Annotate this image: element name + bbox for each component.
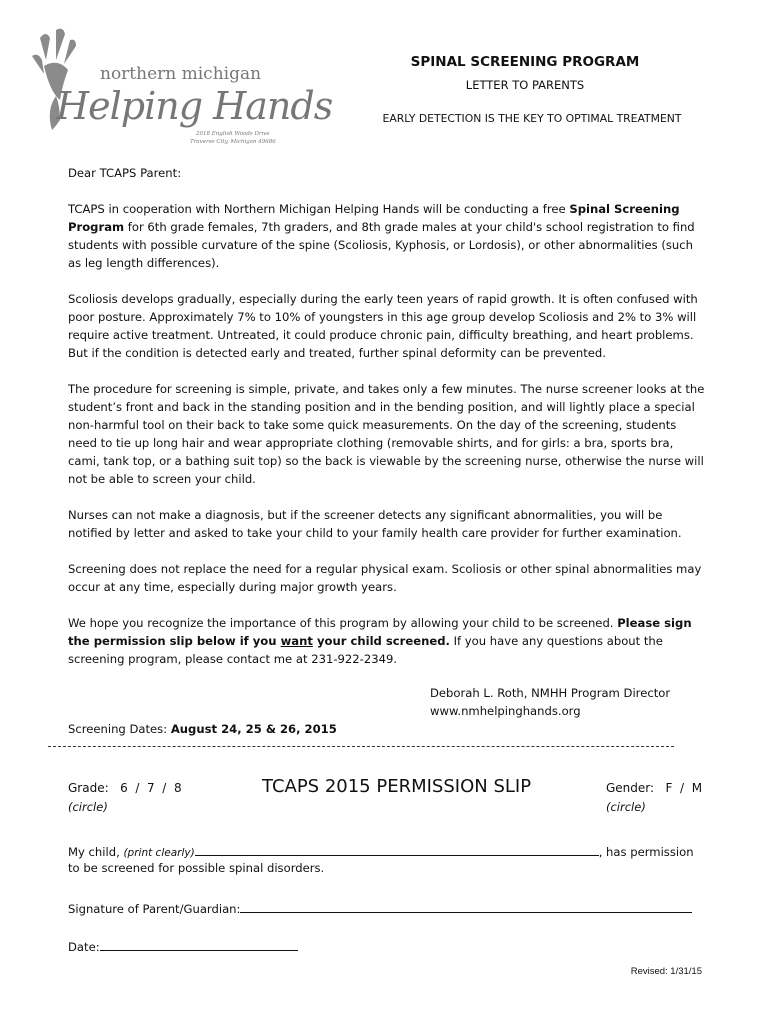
- slip-title: TCAPS 2015 PERMISSION SLIP: [262, 776, 532, 797]
- child-suffix: , has permission: [598, 845, 694, 859]
- dates-value: August 24, 25 & 26, 2015: [170, 722, 337, 736]
- dates-label: Screening Dates:: [68, 722, 171, 736]
- logo-line1: northern michigan: [100, 64, 262, 84]
- signature-field: [68, 900, 692, 916]
- revised-date: Revised: 1/31/15: [630, 966, 702, 977]
- signer-name: Deborah L. Roth, NMHH Program Director: [430, 686, 671, 700]
- grade-label: Grade:: [68, 781, 109, 795]
- signature-input[interactable]: [240, 900, 692, 913]
- gender-label: Gender:: [606, 781, 655, 795]
- p1-text-b: for 6th grade females, 7th graders, and 8th grade males at your child's school registration to find students with possible curvature of the spine (Scoliosis, Kyphosis, or Lordosis), or other abnormalities (such as leg length differences).: [68, 220, 695, 270]
- p6-text-a: We hope you recognize the importance of this program by allowing your child to be screened.: [68, 616, 618, 630]
- logo-address1: 2018 English Woods Drive: [196, 131, 270, 137]
- p6-bold-2: your child screened.: [312, 634, 450, 648]
- logo: [26, 26, 333, 151]
- child-name-field: [68, 843, 694, 859]
- child-name-input[interactable]: [195, 843, 599, 856]
- date-input[interactable]: [100, 938, 298, 951]
- grade-options[interactable]: 6 / 7 / 8: [120, 781, 182, 795]
- p6-bold-1: Please sign the permission slip below if you: [68, 616, 692, 648]
- child-label: My child,: [68, 845, 124, 859]
- cut-line-divider: [48, 746, 674, 747]
- p1-bold: Spinal Screening Program: [68, 202, 680, 234]
- paragraph-3: The procedure for screening is simple, private, and takes only a few minutes. The nurse screener looks at the student’s front and back in the standing position and in the bending position, and will lightly place a special non-harmful tool on their back to take some quick measurements. On the day of the screening, students need to tie up long hair and wear appropriate clothing (removable shirts, and for girls: a bra, sports bra, cami, tank top, or a bathing suit top) so the back is viewable by the screening nurse, otherwise the nurse will not be able to screen your child.: [68, 382, 705, 486]
- logo-address2: Traverse City, Michigan 49686: [190, 139, 276, 145]
- gender-options[interactable]: F / M: [665, 781, 703, 795]
- paragraph-5: Screening does not replace the need for a regular physical exam. Scoliosis or other spinal abnormalities may occur at any time, especially during major growth years.: [68, 562, 702, 594]
- grade-field: [68, 781, 182, 795]
- date-field: [68, 938, 298, 954]
- page-title: SPINAL SCREENING PROGRAM: [410, 54, 640, 70]
- paragraph-2: Scoliosis develops gradually, especially during the early teen years of rapid growth. It is often confused with poor posture. Approximately 7% to 10% of youngsters in this age group develop Scoliosis and 2% to 3% will require active treatment. Untreated, it could produce chronic pain, difficulty breathing, and heart problems. But if the condition is detected early and treated, further spinal deformity can be prevented.: [68, 292, 698, 360]
- greeting: Dear TCAPS Parent:: [68, 166, 182, 180]
- p6-text-b: If you have any questions about the screening program, please contact me at 231-922-2349.: [68, 634, 663, 666]
- signature-label: Signature of Parent/Guardian:: [68, 902, 241, 916]
- paragraph-1: [68, 200, 708, 272]
- page-subtitle: LETTER TO PARENTS: [465, 78, 585, 92]
- gender-field: [606, 781, 702, 795]
- date-label: Date:: [68, 940, 100, 954]
- gender-note: (circle): [606, 800, 646, 814]
- page-tagline: EARLY DETECTION IS THE KEY TO OPTIMAL TREATMENT: [382, 112, 682, 125]
- logo-line2: Helping Hands: [56, 84, 333, 128]
- paragraph-6: [68, 614, 708, 668]
- child-line2: to be screened for possible spinal disorders.: [68, 861, 325, 875]
- p6-bold-underline: want: [280, 634, 313, 648]
- signer-web: www.nmhelpinghands.org: [430, 704, 581, 718]
- child-note: (print clearly): [123, 847, 195, 859]
- paragraph-4: Nurses can not make a diagnosis, but if the screener detects any significant abnormalities, you will be notified by letter and asked to take your child to your family health care provider for further examination.: [68, 508, 682, 540]
- grade-note: (circle): [68, 800, 108, 814]
- screening-dates: [68, 722, 337, 736]
- p1-text-a: TCAPS in cooperation with Northern Michigan Helping Hands will be conducting a free: [68, 202, 570, 216]
